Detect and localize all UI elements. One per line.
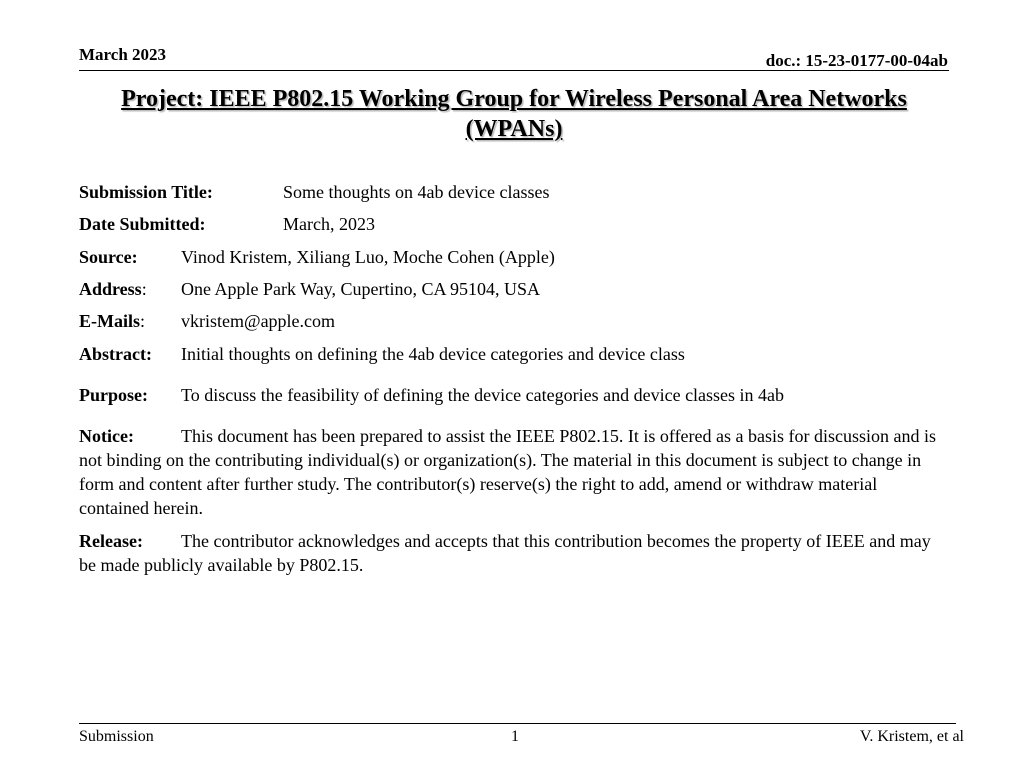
abstract-row — [79, 342, 685, 366]
submission-title-label: Submission Title: — [79, 182, 213, 202]
header-date: March 2023 — [79, 45, 167, 64]
page-title — [79, 84, 949, 144]
title-line-2: (WPANs) — [465, 116, 563, 142]
address-label: Address — [79, 279, 142, 299]
address-value: One Apple Park Way, Cupertino, CA 95104, USA — [181, 279, 541, 299]
footer-divider — [79, 723, 956, 724]
date-submitted-row — [79, 212, 375, 236]
purpose-value: To discuss the feasibility of defining the device categories and device classes in 4ab — [181, 385, 785, 405]
submission-title-value: Some thoughts on 4ab device classes — [283, 182, 550, 202]
header-divider — [79, 70, 949, 71]
emails-row — [79, 309, 336, 333]
date-submitted-label: Date Submitted: — [79, 214, 206, 234]
purpose-label: Purpose: — [79, 385, 148, 405]
address-colon: : — [141, 279, 147, 299]
emails-colon: : — [140, 311, 146, 331]
date-submitted-value: March, 2023 — [283, 214, 375, 234]
footer-author: V. Kristem, et al — [859, 728, 964, 745]
notice-label: Notice: — [79, 426, 134, 446]
title-line-1: Project: IEEE P802.15 Working Group for Wireless Personal Area Networks — [121, 86, 907, 112]
notice-text: This document has been prepared to assist the IEEE P802.15. It is offered as a basis for discussion and is not binding on the contributing individual(s) or organization(s). The material in this document is subject to change in form and content after further study. The contributor(s) reserve(s) the right to add, amend or withdraw material contained herein. — [79, 426, 937, 518]
abstract-value: Initial thoughts on defining the 4ab device categories and device class — [181, 344, 685, 364]
header-doc-id: doc.: 15-23-0177-00-04ab — [765, 51, 948, 70]
abstract-label: Abstract: — [79, 344, 152, 364]
footer-submission: Submission — [79, 728, 154, 745]
release-text: The contributor acknowledges and accepts that this contribution becomes the property of IEEE and may be made publicly available by P802.15. — [79, 531, 931, 575]
source-label: Source: — [79, 247, 138, 267]
emails-value: vkristem@apple.com — [181, 311, 336, 331]
release-label: Release: — [79, 531, 143, 551]
release-paragraph — [79, 529, 949, 577]
emails-label: E-Mails — [79, 311, 140, 331]
source-value: Vinod Kristem, Xiliang Luo, Moche Cohen (Apple) — [181, 247, 555, 267]
submission-title-row — [79, 180, 550, 204]
address-row — [79, 277, 541, 301]
footer-page-number: 1 — [511, 728, 519, 745]
purpose-row — [79, 383, 785, 407]
notice-paragraph — [79, 424, 949, 520]
source-row — [79, 245, 555, 269]
